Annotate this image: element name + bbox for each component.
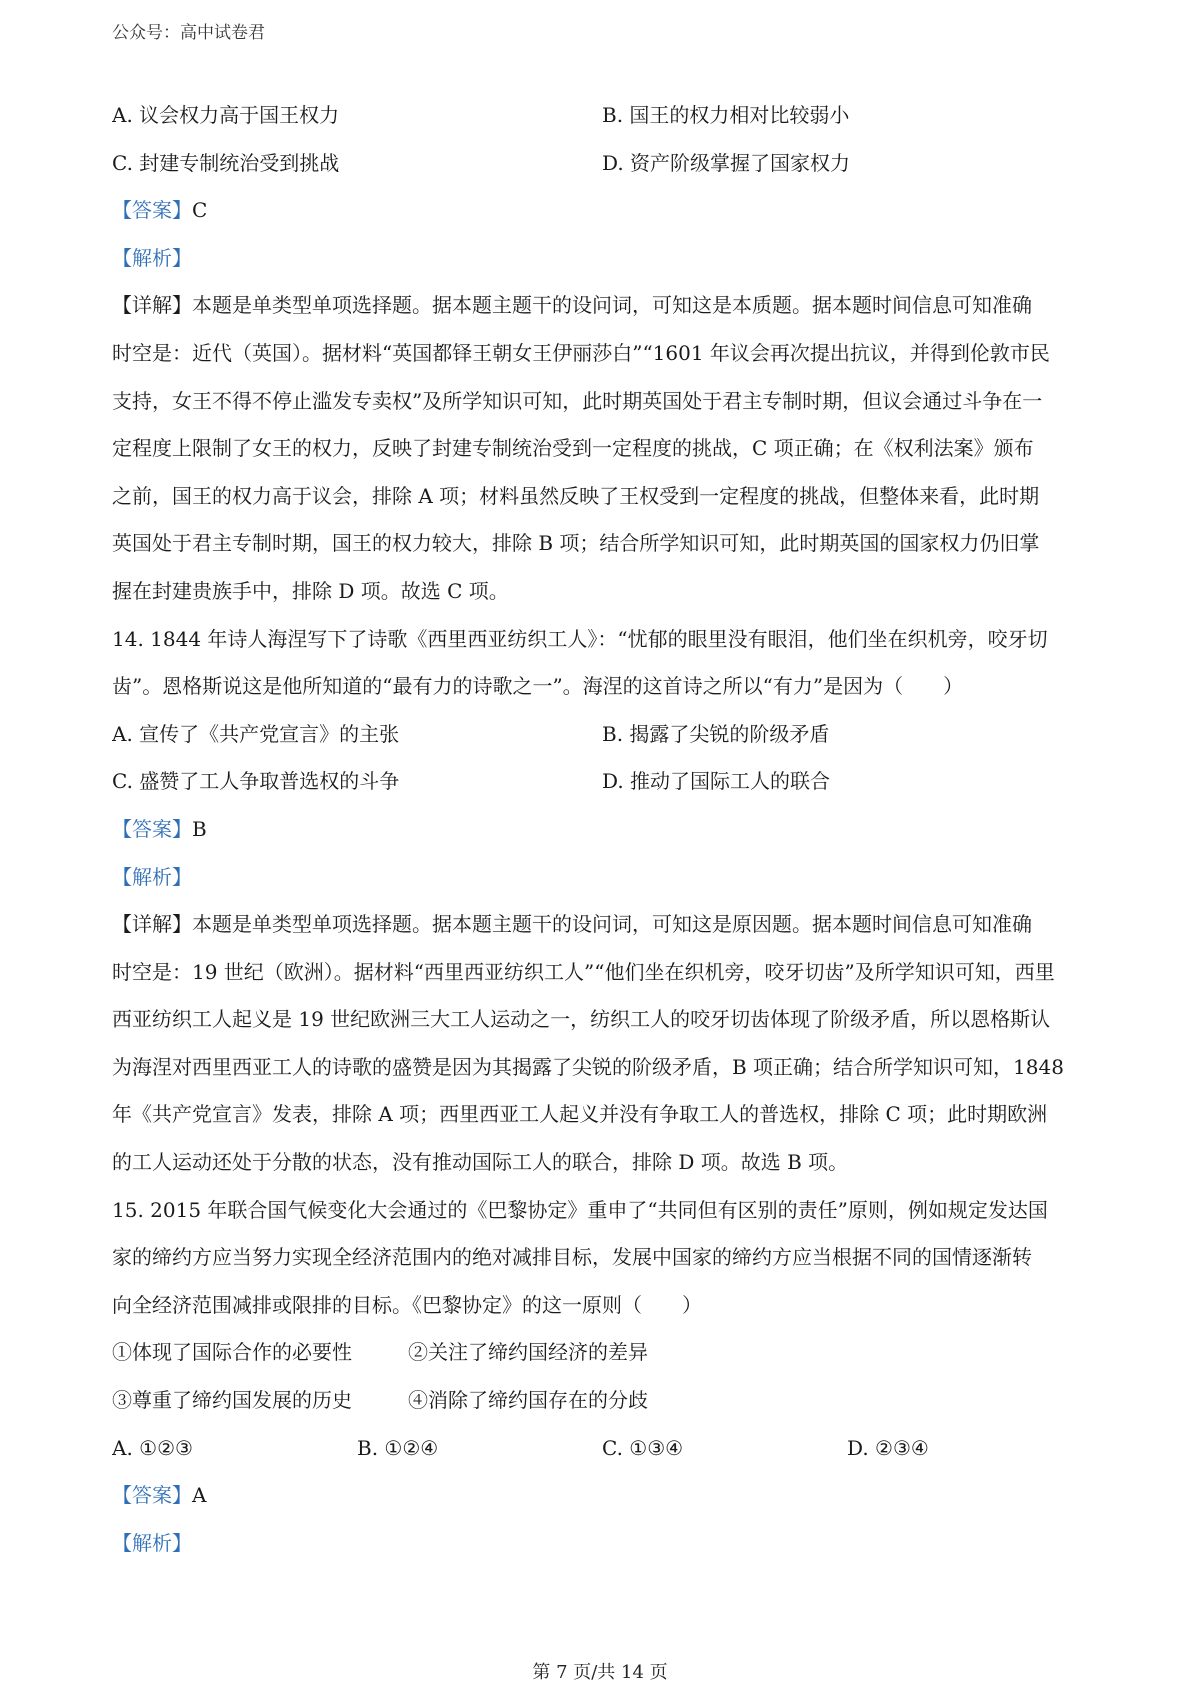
q13-answer: [112, 187, 1092, 235]
q15-stem-line: 向全经济范围减排或限排的目标。《巴黎协定》的这一原则（ ）: [112, 1292, 702, 1317]
q14-option-b: B. 揭露了尖锐的阶级矛盾: [602, 721, 830, 746]
detail-text: 本题是单类型单项选择题。据本题主题干的设问词，可知这是原因题。据本题时间信息可知准确: [192, 912, 1032, 937]
q15-option-c: C. ①③④: [602, 1435, 684, 1460]
analysis-tag: 【解析】: [112, 864, 192, 889]
q14-analysis: [112, 854, 1092, 902]
answer-tag: 【答案】: [112, 1483, 192, 1508]
q15-item-2: ②关注了缔约国经济的差异: [408, 1340, 648, 1365]
q14-answer: [112, 806, 1092, 854]
answer-value: A: [192, 1483, 207, 1508]
q13-detail-line: 英国处于君主专制时期，国王的权力较大，排除 B 项；结合所学知识可知，此时期英国的国家权力仍旧掌: [112, 531, 1040, 556]
page-content: [112, 92, 1092, 1567]
q15-stem-line: 15. 2015 年联合国气候变化大会通过的《巴黎协定》重申了“共同但有区别的责任”原则，例如规定发达国: [112, 1197, 1048, 1222]
q15-items-row-1: [112, 1329, 1092, 1377]
q14-option-d: D. 推动了国际工人的联合: [602, 769, 831, 794]
q14-detail-line: [112, 901, 1092, 949]
q14-detail-line: 的工人运动还处于分散的状态，没有推动国际工人的联合，排除 D 项。故选 B 项。: [112, 1150, 849, 1175]
q15-item-4: ④消除了缔约国存在的分歧: [408, 1388, 648, 1413]
detail-tag: 【详解】: [112, 293, 192, 318]
q15-option-d: D. ②③④: [847, 1435, 929, 1460]
page-header: 公众号：高中试卷君: [112, 23, 265, 43]
q14-stem-line: 14. 1844 年诗人海涅写下了诗歌《西里西亚纺织工人》：“忧郁的眼里没有眼泪，他们坐在织机旁，咬牙切: [112, 626, 1048, 651]
q13-detail-line: 时空是：近代（英国）。据材料“英国都铎王朝女王伊丽莎白”“1601 年议会再次提出抗议，并得到伦敦市民: [112, 340, 1050, 365]
q15-items-row-2: [112, 1377, 1092, 1425]
q15-item-3: ③尊重了缔约国发展的历史: [112, 1388, 352, 1413]
detail-text: 本题是单类型单项选择题。据本题主题干的设问词，可知这是本质题。据本题时间信息可知准确: [192, 293, 1032, 318]
q14-detail-line: 年《共产党宣言》发表，排除 A 项；西里西亚工人起义并没有争取工人的普选权，排除 C 项；此时期欧洲: [112, 1102, 1048, 1127]
q15-option-a: A. ①②③: [112, 1435, 193, 1460]
q13-analysis: [112, 235, 1092, 283]
q15-analysis: [112, 1520, 1092, 1568]
q14-detail-line: 时空是：19 世纪（欧洲）。据材料“西里西亚纺织工人”“他们坐在织机旁，咬牙切齿”及所学知识可知，西里: [112, 959, 1055, 984]
q13-detail-line: 定程度上限制了女王的权力，反映了封建专制统治受到一定程度的挑战，C 项正确；在《权利法案》颁布: [112, 436, 1034, 461]
page-footer: 第 7 页/共 14 页: [532, 1662, 668, 1683]
answer-tag: 【答案】: [112, 198, 192, 223]
q13-option-c: C. 封建专制统治受到挑战: [112, 150, 340, 175]
q14-detail-line: 为海涅对西里西亚工人的诗歌的盛赞是因为其揭露了尖锐的阶级矛盾，B 项正确；结合所学知识可知，1848: [112, 1054, 1064, 1079]
q13-options-row-2: [112, 140, 1092, 188]
q13-option-b: B. 国王的权力相对比较弱小: [602, 103, 850, 127]
q13-options-row-1: [112, 92, 1092, 140]
answer-tag: 【答案】: [112, 816, 192, 841]
q13-option-d: D. 资产阶级掌握了国家权力: [602, 150, 851, 175]
detail-tag: 【详解】: [112, 912, 192, 937]
q14-option-a: A. 宣传了《共产党宣言》的主张: [112, 721, 400, 746]
q15-options-row: [112, 1425, 1092, 1473]
q13-detail-line: [112, 282, 1092, 330]
q14-options-row-2: [112, 758, 1092, 806]
q13-detail-line: 支持，女王不得不停止滥发专卖权”及所学知识可知，此时期英国处于君主专制时期，但议会通过斗争在一: [112, 388, 1043, 413]
q15-option-b: B. ①②④: [357, 1435, 439, 1460]
q15-stem-line: 家的缔约方应当努力实现全经济范围内的绝对减排目标，发展中国家的缔约方应当根据不同的国情逐渐转: [112, 1245, 1032, 1270]
q13-detail-line: 握在封建贵族手中，排除 D 项。故选 C 项。: [112, 578, 509, 603]
q14-stem-line: 齿”。恩格斯说这是他所知道的“最有力的诗歌之一”。海涅的这首诗之所以“有力”是因为（ ）: [112, 674, 964, 699]
q14-option-c: C. 盛赞了工人争取普选权的斗争: [112, 769, 400, 794]
q13-option-a: A. 议会权力高于国王权力: [112, 103, 340, 127]
q15-item-1: ①体现了国际合作的必要性: [112, 1340, 352, 1365]
answer-value: C: [192, 198, 208, 223]
q15-answer: [112, 1472, 1092, 1520]
q14-detail-line: 西亚纺织工人起义是 19 世纪欧洲三大工人运动之一，纺织工人的咬牙切齿体现了阶级矛盾，所以恩格斯认: [112, 1007, 1051, 1032]
q14-options-row-1: [112, 711, 1092, 759]
analysis-tag: 【解析】: [112, 1530, 192, 1555]
analysis-tag: 【解析】: [112, 245, 192, 270]
answer-value: B: [192, 816, 207, 841]
q13-detail-line: 之前，国王的权力高于议会，排除 A 项；材料虽然反映了王权受到一定程度的挑战，但整体来看，此时期: [112, 483, 1040, 508]
